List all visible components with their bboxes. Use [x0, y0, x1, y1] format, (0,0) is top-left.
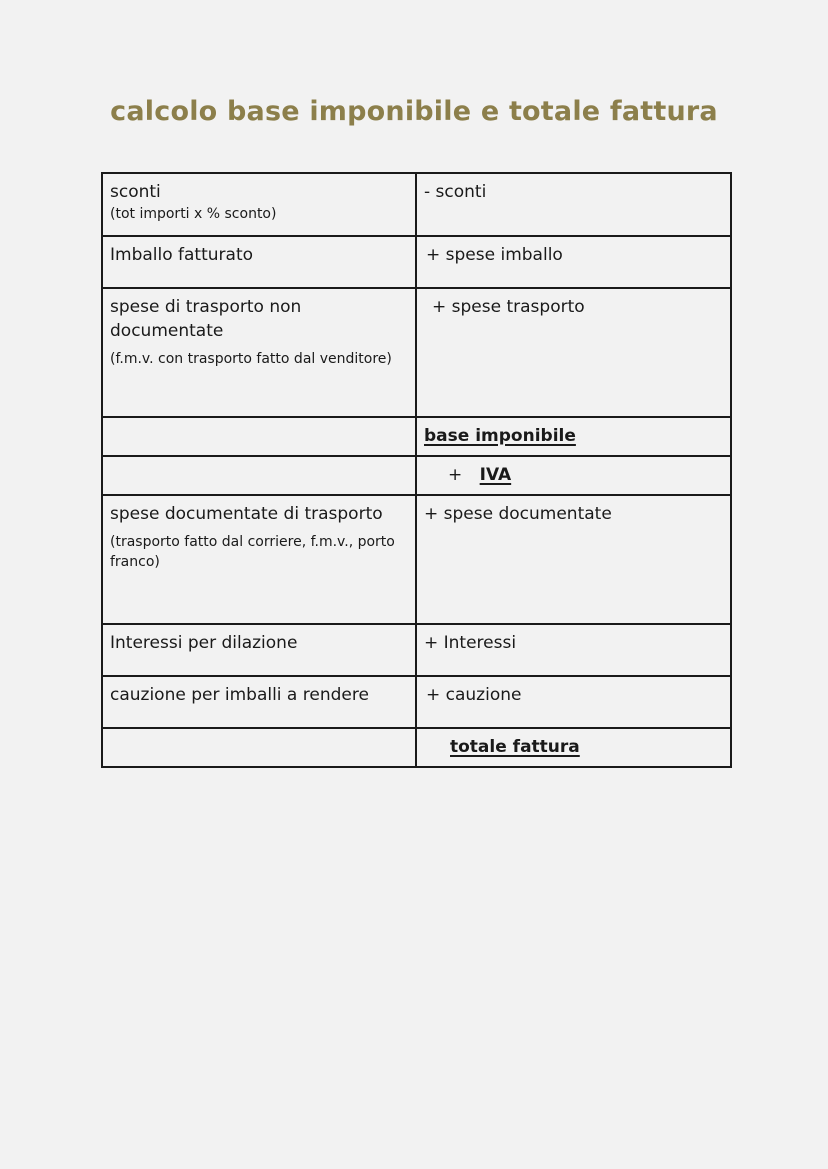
row-operation: + spese documentate: [424, 504, 612, 524]
cell-right: [416, 417, 731, 456]
row-label: Interessi per dilazione: [110, 633, 298, 653]
base-imponibile-label: base imponibile: [424, 426, 576, 446]
row-operation: + cauzione: [426, 685, 522, 705]
row-note: (trasporto fatto dal corriere, f.m.v., porto franco): [110, 534, 395, 570]
table-row-spese-documentate: [102, 495, 731, 624]
cell-right: [416, 456, 731, 495]
cell-left: [102, 728, 416, 767]
table-row-sconti: [102, 173, 731, 236]
iva-label: IVA: [479, 465, 512, 485]
row-label: cauzione per imballi a rendere: [110, 685, 369, 705]
row-label: sconti: [110, 182, 161, 202]
cell-left: [102, 495, 416, 624]
table-row-totale-fattura: [102, 728, 731, 767]
page-title: calcolo base imponibile e totale fattura: [110, 96, 718, 127]
cell-left: [102, 676, 416, 728]
row-operation: + Interessi: [424, 633, 517, 653]
row-label: spese documentate di trasporto: [110, 504, 383, 524]
cell-left: [102, 624, 416, 676]
row-operation: + spese imballo: [426, 245, 563, 265]
row-operation: + spese trasporto: [432, 297, 585, 317]
cell-left: [102, 417, 416, 456]
table-row-cauzione: [102, 676, 731, 728]
iva-plus: +: [448, 465, 463, 485]
row-note: (f.m.v. con trasporto fatto dal venditore): [110, 351, 392, 367]
cell-left: [102, 288, 416, 417]
cell-right: [416, 288, 731, 417]
table-row-interessi: [102, 624, 731, 676]
table-row-iva: [102, 456, 731, 495]
cell-right: [416, 624, 731, 676]
cell-left: [102, 236, 416, 288]
cell-left: [102, 456, 416, 495]
row-note: (tot importi x % sconto): [110, 206, 277, 222]
table-row-imballo: [102, 236, 731, 288]
cell-left: [102, 173, 416, 236]
row-operation: - sconti: [424, 182, 487, 202]
table-row-base-imponibile: [102, 417, 731, 456]
invoice-calculation-table: [101, 172, 732, 768]
cell-right: [416, 173, 731, 236]
totale-fattura-label: totale fattura: [450, 737, 580, 757]
cell-right: [416, 728, 731, 767]
row-label: spese di trasporto non documentate: [110, 297, 302, 341]
row-label: Imballo fatturato: [110, 245, 254, 265]
cell-right: [416, 236, 731, 288]
cell-right: [416, 676, 731, 728]
cell-right: [416, 495, 731, 624]
table-row-trasporto: [102, 288, 731, 417]
